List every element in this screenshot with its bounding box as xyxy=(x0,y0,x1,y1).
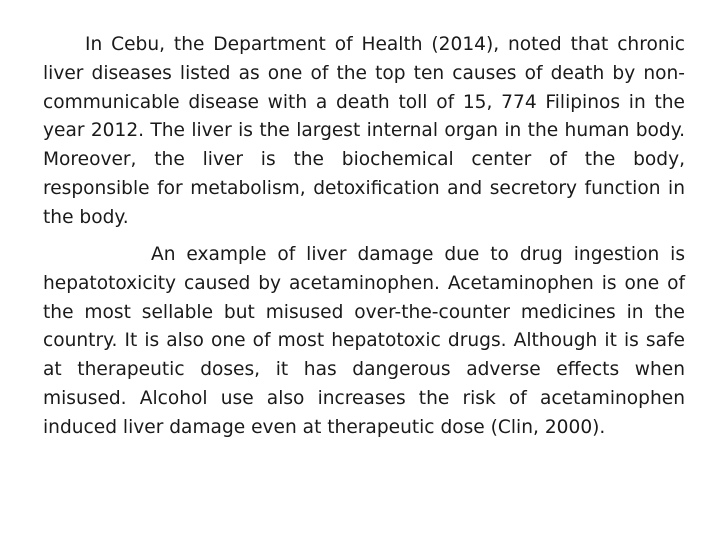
paragraph-acetaminophen-hepatotoxicity: An example of liver damage due to drug ingestion is hepatotoxicity caused by acetaminophen. Acetaminophen is one of the most sellable but misused over-the-counter medicines in the country. It is also one of most hepatotoxic drugs. Although it is safe at therapeutic doses, it has dangerous adverse effects when misused. Alcohol use also increases the risk of acetaminophen induced liver damage even at therapeutic dose (Clin, 2000). xyxy=(43,244,685,438)
paragraph-cebu-liver-disease: In Cebu, the Department of Health (2014), noted that chronic liver diseases listed as one of the top ten causes of death by non-communicable disease with a death toll of 15, 774 Filipinos in the year 2012. The liver is the largest internal organ in the human body. Moreover, the liver is the biochemical center of the body, responsible for metabolism, detoxification and secretory function in the body. xyxy=(43,34,685,228)
